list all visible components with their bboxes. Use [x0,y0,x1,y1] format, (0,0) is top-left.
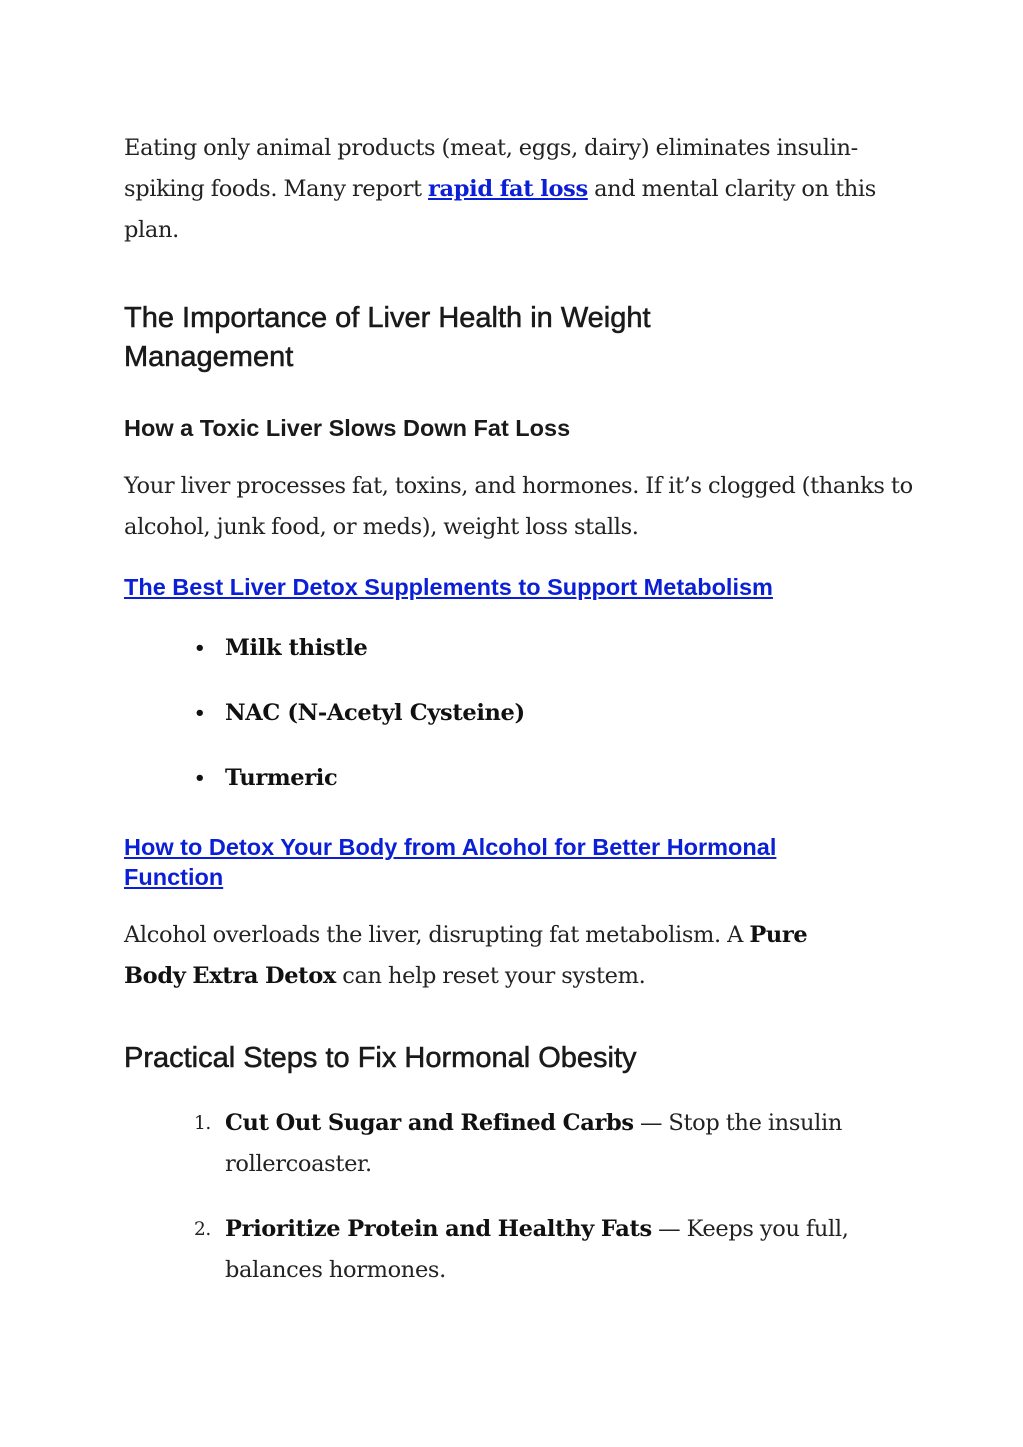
intro-text-after: and mental clarity on this plan. [124,176,876,243]
document-page [124,128,914,1291]
list-item [124,628,914,693]
list-item [124,693,914,758]
supplements-heading [124,572,914,602]
step-title: Cut Out Sugar and Refined Carbs [225,1110,634,1136]
toxic-liver-subheading: How a Toxic Liver Slows Down Fat Loss [124,415,571,441]
list-item [124,758,914,810]
supplements-list [124,628,914,810]
bullet-icon: • [194,703,206,724]
alcohol-paragraph [124,915,844,997]
intro-text-before: Eating only animal products (meat, eggs, dairy) eliminates insulin-spiking foods. Many report [124,135,858,202]
list-item [124,1103,914,1185]
liver-health-heading: The Importance of Liver Health in Weight Management [124,302,651,373]
step-description: — Keeps you full, balances hormones. [225,1216,849,1283]
list-item [124,1209,914,1291]
step-number: 2. [194,1219,211,1240]
product-name: Pure Body Extra Detox [124,922,808,989]
supplement-label: Turmeric [225,765,338,791]
intro-paragraph [124,128,914,251]
bullet-icon: • [194,768,206,789]
practical-steps-heading: Practical Steps to Fix Hormonal Obesity [124,1042,637,1074]
supplement-label: NAC (N-Acetyl Cysteine) [225,700,525,726]
bullet-icon: • [194,638,206,659]
step-title: Prioritize Protein and Healthy Fats [225,1216,652,1242]
alcohol-detox-heading [124,832,864,892]
liver-paragraph: Your liver processes fat, toxins, and hormones. If it’s clogged (thanks to alcohol, junk food, or meds), weight loss stalls. [124,473,913,540]
alcohol-text-before: Alcohol overloads the liver, disrupting fat metabolism. A [124,922,750,948]
supplements-link[interactable]: The Best Liver Detox Supplements to Support Metabolism [124,574,773,600]
steps-list [124,1103,914,1291]
rapid-fat-loss-link[interactable]: rapid fat loss [428,176,588,202]
step-description: — Stop the insulin rollercoaster. [225,1110,842,1177]
alcohol-detox-link[interactable]: How to Detox Your Body from Alcohol for Better Hormonal Function [124,834,777,890]
step-number: 1. [194,1113,211,1134]
alcohol-text-after: can help reset your system. [335,963,646,989]
supplement-label: Milk thistle [225,635,368,661]
